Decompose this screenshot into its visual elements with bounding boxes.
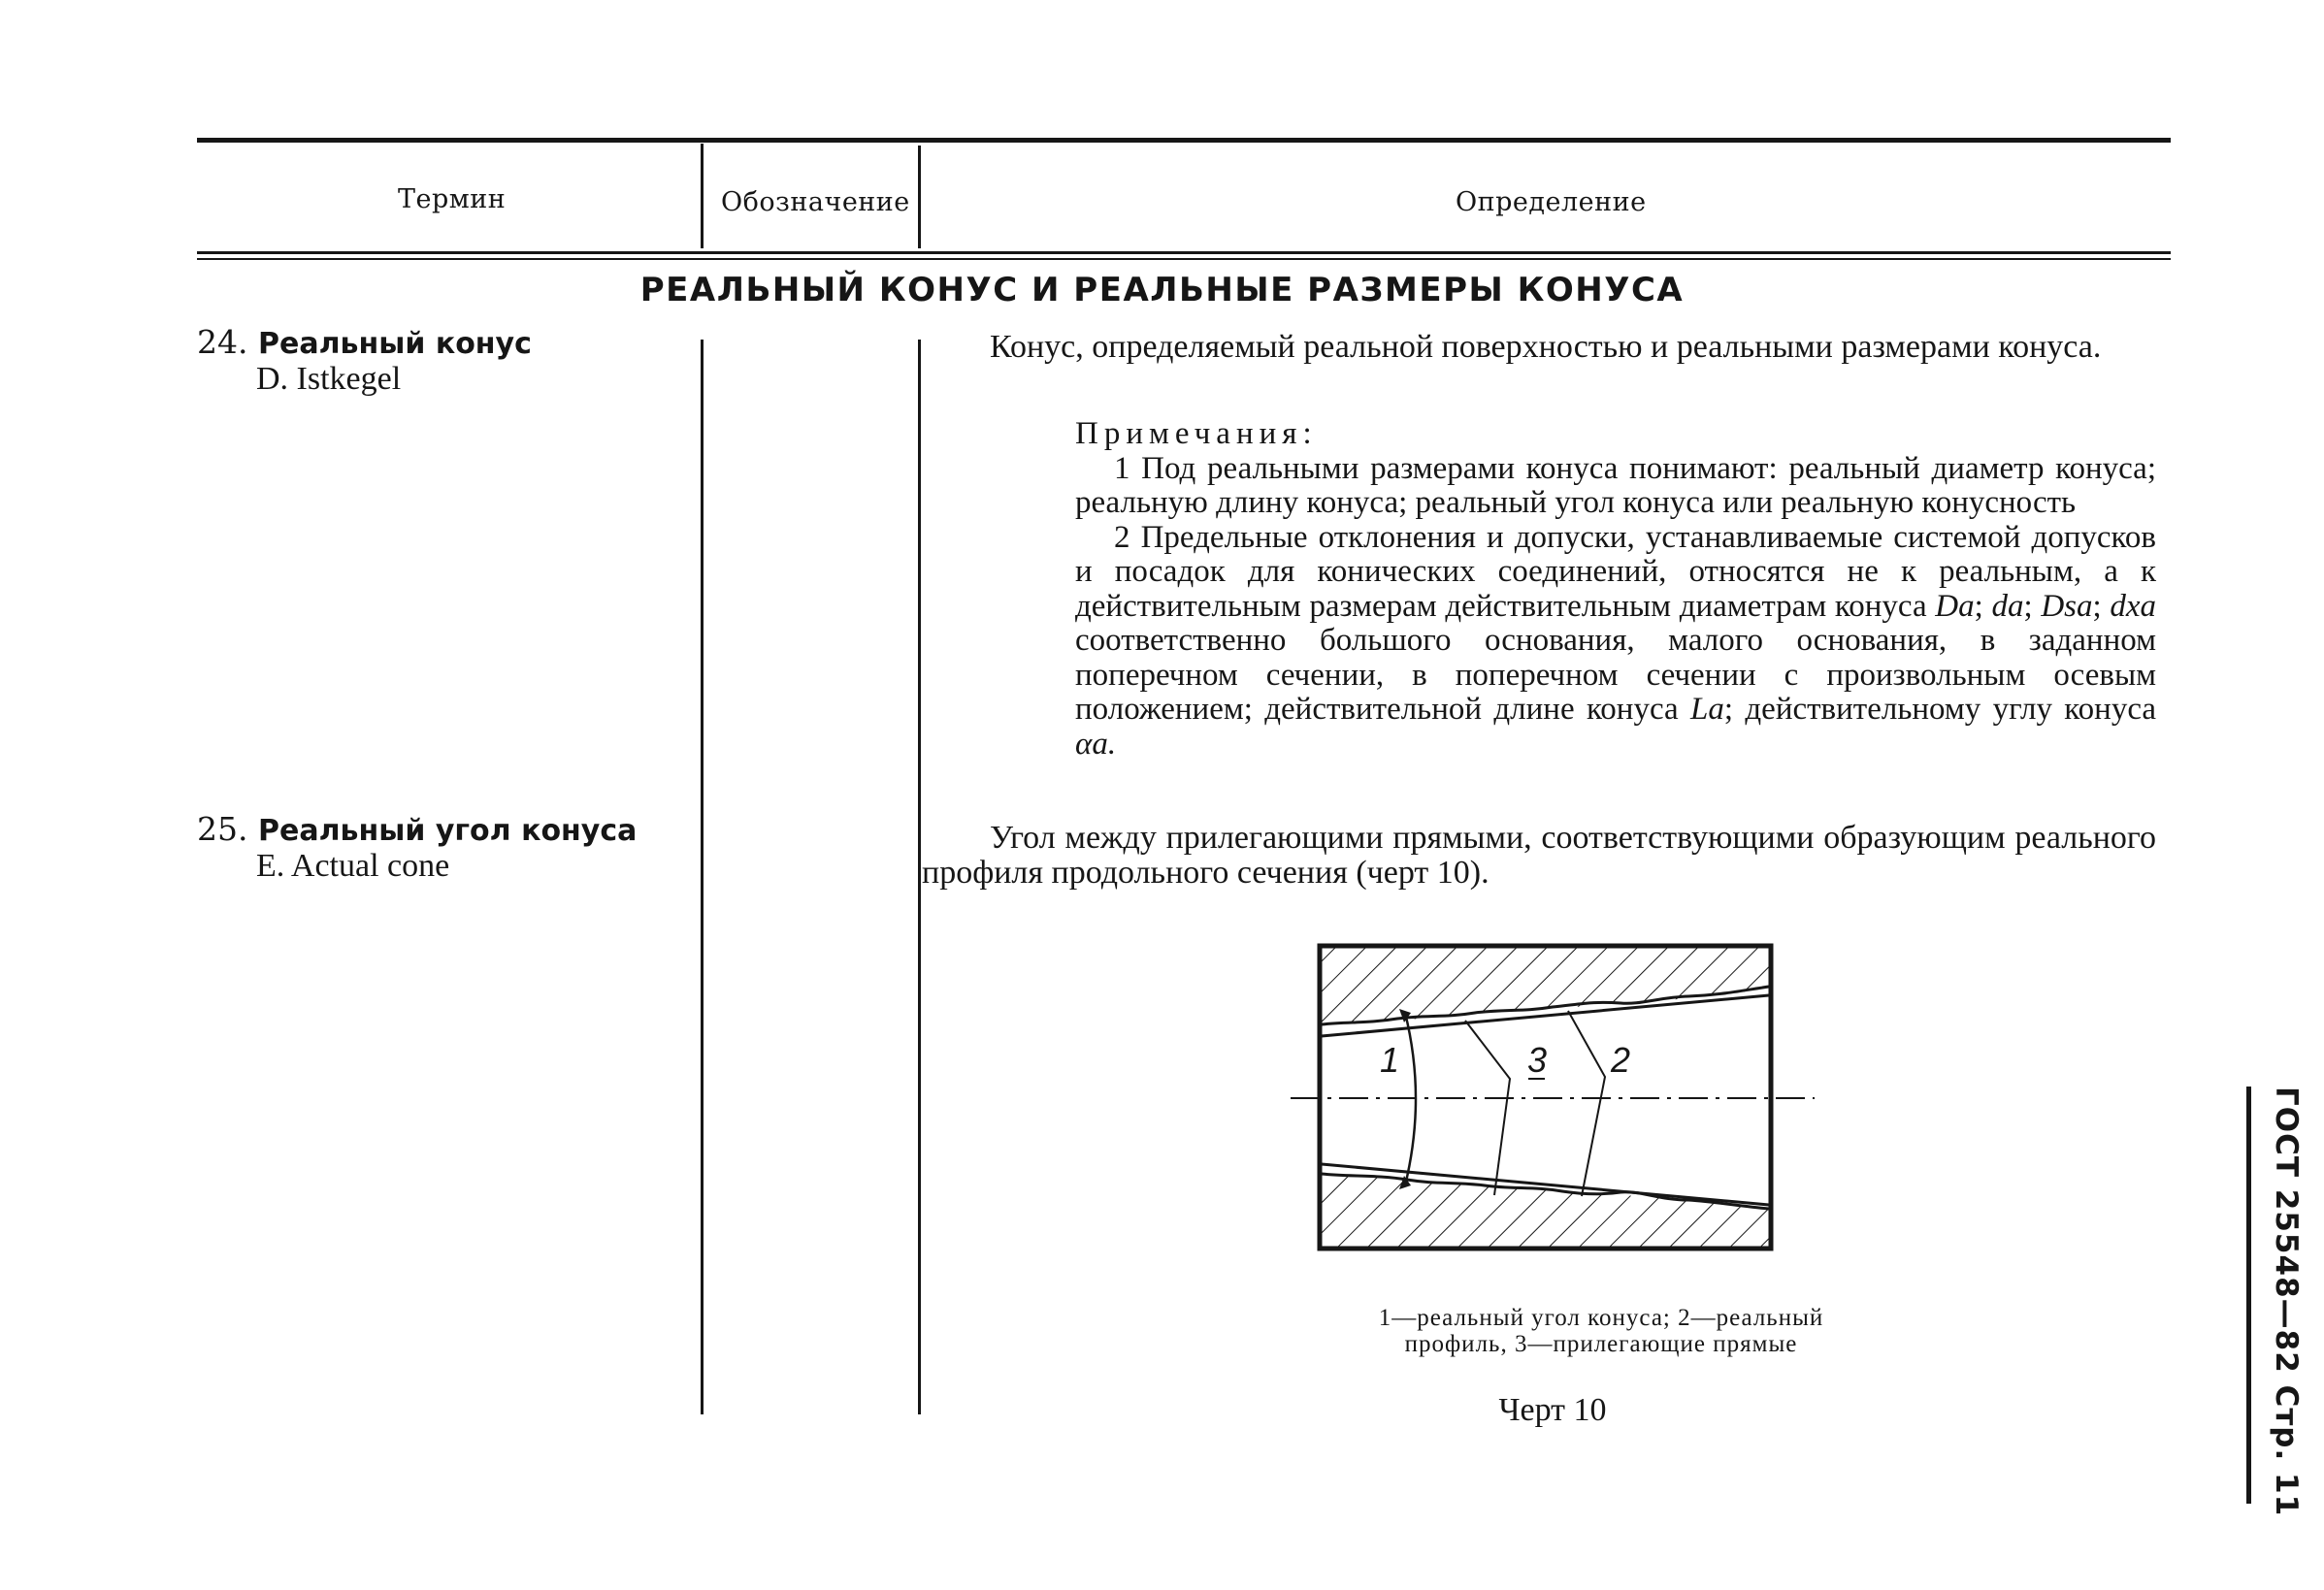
entry-24-name: Реальный конус [257, 327, 532, 361]
body-divider-2 [918, 340, 921, 1414]
entry-25-term [197, 811, 637, 850]
entry-24-number: 24. [197, 323, 248, 361]
symbol-dxa: dxа [2110, 588, 2157, 624]
cone-section-figure [1291, 931, 1815, 1261]
entry-25-foreign: E. Actual cone [256, 848, 450, 884]
header-term: Термин [398, 184, 507, 214]
body-divider-1 [701, 340, 704, 1414]
symbol-Dsa: Dsа [2041, 588, 2093, 624]
side-label-text: ГОСТ 25548—82 Стр. 11 [2269, 1087, 2304, 1517]
figure-label-2: 2 [1611, 1040, 1631, 1080]
figure-label-3: 3 [1527, 1040, 1548, 1080]
entry-24-definition [922, 330, 2156, 365]
figure-caption: 1—реальный угол конуса; 2—реальный профиль, 3—прилегающие прямые [1378, 1305, 1824, 1357]
header-top-rule [197, 138, 2171, 143]
figure-label-1: 1 [1380, 1040, 1400, 1080]
note-2-part-a: 2 Предельные отклонения и допуски, устанавливаемые системой допусков и посадок для конических соединений, относятся не к реальным, а к действительным размерам действительным диаметрам конуса [1075, 519, 2156, 624]
entry-25-name: Реальный угол конуса [257, 814, 638, 848]
leader-line-3 [1465, 1021, 1510, 1195]
upper-wall-hatch [1322, 948, 1769, 1024]
notes-title: Примечания: [1075, 416, 1318, 451]
note-2-part-b: соответственно большого основания, малого основания, в заданном поперечном сечении, в поперечном сечении с произвольным осевым положением; действительной длине конуса [1075, 623, 2156, 727]
entry-24-term [197, 324, 532, 363]
notes-block: Примечания: 1 Под реальными размерами конуса понимают: реальный диаметр конуса; реальную длину конуса; реальный угол конуса или реальную конусность 2 Предельные отклонения и допуски, устанавливаемые системой допусков и посадок для конических соединений, относятся не к реальным, а к действительным размерам действительным диаметрам конуса Dа; dа; Dsа; dxа соответственно большого основания, малого основания, в заданном поперечном сечении, в поперечном сечении с произвольным осевым положением; действительной длине конуса Lа; действительному углу конуса αа. [1075, 416, 2157, 762]
symbol-da: dа [1991, 588, 2024, 624]
header-bottom-rule-2 [197, 258, 2171, 260]
figure-title: Черт 10 [1498, 1392, 1607, 1428]
side-page-label [2246, 1087, 2305, 1517]
header-divider-1 [701, 144, 704, 248]
entry-24-foreign: D. Istkegel [256, 361, 402, 397]
header-definition: Определение [1456, 187, 1647, 217]
symbol-alpha-a: αа. [1075, 726, 1117, 762]
entry-24-definition-text: Конус, определяемый реальной поверхностью и реальными размерами конуса. [990, 329, 2102, 365]
header-bottom-rule [197, 251, 2171, 254]
header-designation: Обозначение [721, 187, 910, 217]
header-divider-2 [918, 146, 921, 248]
note-2-part-c: действительному углу конуса [1745, 692, 2157, 727]
symbol-La: Lа [1690, 692, 1724, 727]
entry-25-number: 25. [197, 810, 248, 848]
entry-25-definition-text: Угол между прилегающими прямыми, соответствующими образующим реального профиля продольного сечения (черт 10). [922, 820, 2156, 891]
side-label-bar [2246, 1087, 2251, 1504]
section-title: РЕАЛЬНЫЙ КОНУС И РЕАЛЬНЫЕ РАЗМЕРЫ КОНУСА [639, 271, 1685, 309]
leader-line-2 [1568, 1011, 1605, 1196]
note-1: 1 Под реальными размерами конуса понимают: реальный диаметр конуса; реальную длину конуса; реальный угол конуса или реальную конусность [1075, 450, 2156, 520]
entry-25-definition [922, 821, 2156, 891]
symbol-Da: Dа [1935, 588, 1975, 624]
